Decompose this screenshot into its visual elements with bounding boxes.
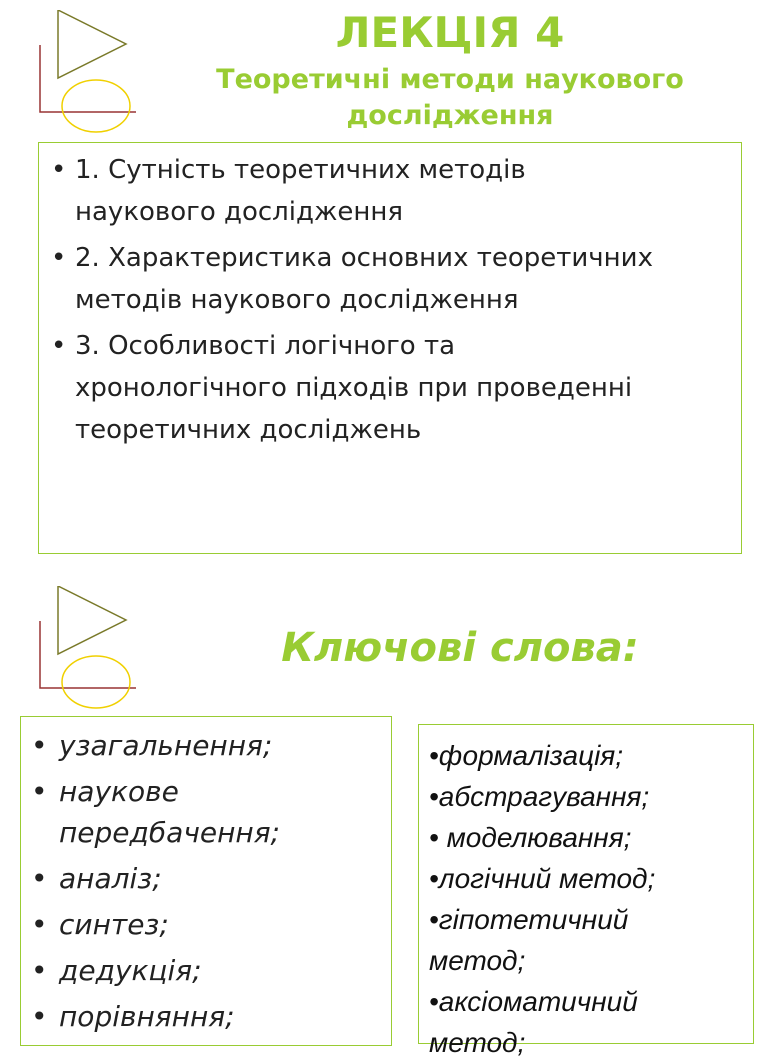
subtitle-line: Теоретичні методи наукового — [216, 64, 684, 95]
keyword-text: • наукове — [59, 775, 179, 808]
keyword-text: метод; — [429, 945, 526, 976]
keyword-item — [429, 899, 753, 981]
keyword-text: •формалізація; — [429, 740, 624, 771]
outline-item — [51, 149, 733, 233]
keyword-text: •логічний метод; — [429, 863, 656, 894]
keyword-text: • аналіз; — [59, 862, 162, 895]
keywords-left-box — [20, 716, 392, 1046]
outline-item-text: • 3. Особливості логічного та — [75, 331, 456, 361]
keyword-text: • синтез; — [59, 908, 169, 941]
keyword-item — [429, 776, 753, 817]
keyword-item — [31, 725, 391, 766]
keyword-text: •гіпотетичний — [429, 904, 629, 935]
keyword-item — [429, 858, 753, 899]
outline-list — [51, 149, 733, 451]
outline-item-text: наукового дослідження — [75, 197, 404, 227]
page-subtitle — [180, 62, 720, 134]
keyword-item — [429, 981, 753, 1063]
keyword-text: •абстрагування; — [429, 781, 650, 812]
subtitle-line: дослідження — [346, 100, 554, 131]
keyword-item — [31, 996, 391, 1037]
keywords-heading: Ключові слова: — [281, 625, 639, 671]
geometric-logo-icon — [32, 586, 142, 716]
keyword-text: передбачення; — [59, 816, 280, 849]
keywords-left-list — [31, 725, 391, 1037]
keyword-item — [31, 771, 391, 853]
keyword-item — [429, 817, 753, 858]
keyword-text: метод; — [429, 1027, 526, 1058]
keyword-item — [31, 858, 391, 899]
keyword-item — [31, 904, 391, 945]
outline-item-text: • 1. Сутність теоретичних методів — [75, 155, 526, 185]
keyword-text: •аксіоматичний — [429, 986, 638, 1017]
geometric-logo-icon — [32, 10, 142, 140]
keyword-text: • узагальнення; — [59, 729, 273, 762]
keywords-right-list — [429, 735, 753, 1063]
outline-item-text: • 2. Характеристика основних теоретичних — [75, 243, 653, 273]
page-title: ЛЕКЦІЯ 4 — [335, 8, 565, 57]
lecture-outline-box — [38, 142, 742, 554]
outline-item-text: теоретичних досліджень — [75, 415, 422, 445]
keyword-item — [31, 950, 391, 991]
keyword-text: • дедукція; — [59, 954, 202, 987]
outline-item-text: методів наукового дослідження — [75, 285, 519, 315]
keyword-item — [429, 735, 753, 776]
keyword-text: • порівняння; — [59, 1000, 235, 1033]
outline-item-text: хронологічного підходів при проведенні — [75, 373, 633, 403]
outline-item — [51, 325, 733, 451]
outline-item — [51, 237, 733, 321]
keyword-text: • моделювання; — [429, 822, 632, 853]
keywords-right-box — [418, 724, 754, 1058]
